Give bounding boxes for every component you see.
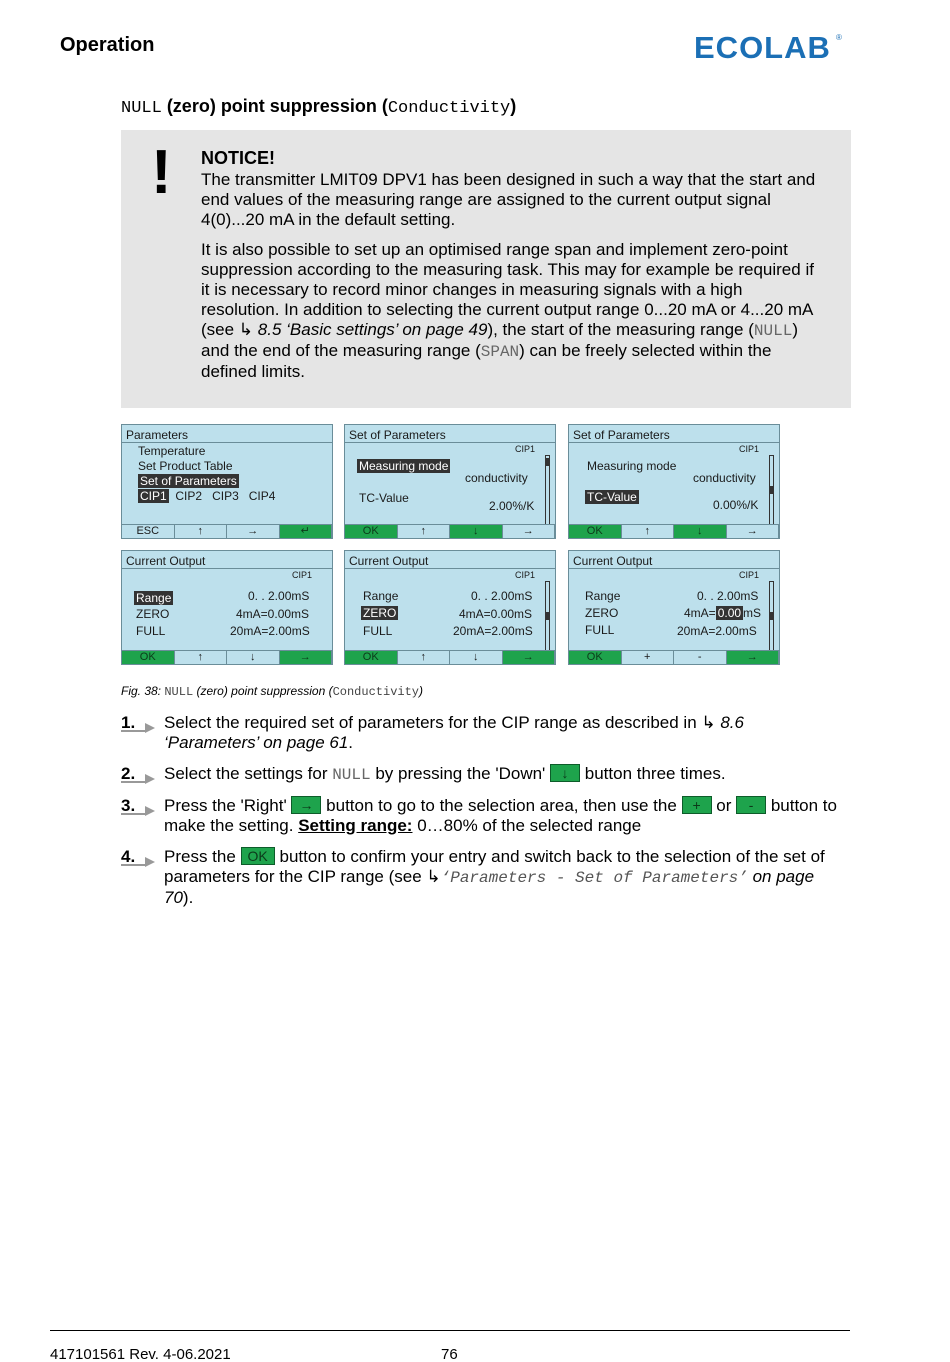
notice-title: NOTICE! [201, 148, 275, 168]
step-text: Press the 'Right' [164, 796, 292, 815]
step-number: 4. [121, 847, 136, 866]
notice-p2-text-c: ) and the end of the measuring range ( [201, 320, 798, 360]
footer-document-number: 417101561 Rev. 4-06.2021 [50, 1346, 231, 1362]
link-parameters[interactable]: 8.6 ‘Parameters’ on page 61 [164, 713, 744, 752]
lcd-screen-current-output-1 [121, 550, 333, 665]
lcd-scrollbar [769, 455, 774, 525]
lcd-range-value: 0. . 2.00mS [248, 589, 310, 603]
notice-body [201, 148, 821, 392]
lcd-zero-unit: mS [743, 606, 762, 620]
step-text: Select the settings for [164, 764, 333, 783]
lcd-cip1: CIP1 [140, 489, 167, 503]
softkey-right: → [227, 525, 280, 538]
lcd-range-value: 0. . 2.00mS [471, 589, 533, 603]
lcd-zero: ZERO [585, 606, 619, 620]
softkey-ok: OK [122, 651, 175, 664]
reference-arrow-icon: ↳ [426, 867, 441, 886]
link-page-70[interactable]: on page 70 [164, 867, 815, 907]
figure-end: ) [419, 684, 423, 698]
lcd-title: Parameters [126, 428, 189, 442]
step-text: Press the [164, 847, 241, 866]
reference-arrow-icon: ↳ [701, 713, 721, 732]
minus-button-icon: - [736, 796, 766, 814]
lcd-title: Current Output [126, 554, 206, 568]
step-text-c: or [711, 796, 737, 815]
lcd-scrollbar [545, 581, 550, 651]
step-text: Select the required set of parameters for the CIP range as described in [164, 713, 702, 732]
step-text-b: button to confirm your entry and switch back to the selection of the set of parameters for the CIP range (see [164, 847, 825, 886]
lcd-menu-set-product-table: Set Product Table [138, 459, 233, 473]
lcd-zero-edit-value: 0.00 [717, 606, 742, 620]
softkey-esc: ESC [122, 525, 175, 538]
lcd-full-value: 20mA=2.00mS [677, 624, 757, 638]
heading-null: NULL [121, 99, 162, 118]
step-text-end: . [348, 733, 354, 752]
logo-registered-mark: ® [836, 33, 842, 42]
down-button-icon: ↓ [550, 764, 580, 782]
notice-p2-text-b: ), the start of the measuring range ( [487, 320, 754, 339]
lcd-range-value: 0. . 2.00mS [697, 589, 759, 603]
lcd-title: Set of Parameters [573, 428, 670, 442]
softkey-up: ↑ [398, 525, 451, 538]
lcd-measuring-mode-value: conductivity [465, 471, 528, 485]
softkey-plus: + [622, 651, 675, 664]
lcd-zero-value: 4mA=0.00mS [236, 607, 310, 621]
setting-range-label: Setting range: [298, 816, 413, 835]
lcd-scrollbar [545, 455, 550, 525]
exclamation-icon: ! [151, 138, 172, 207]
reference-arrow-icon: ↳ [238, 320, 258, 339]
lcd-tc-value-value: 0.00%/K [713, 498, 759, 512]
step-arrow-icon [121, 770, 157, 784]
lcd-cip-label: CIP1 [738, 570, 759, 580]
softkey-up: ↑ [622, 525, 675, 538]
notice-paragraph-1: The transmitter LMIT09 DPV1 has been designed in such a way that the start and end values of the measuring range are assigned to the current output signal 4(0)...20 mA in the default setting. [201, 170, 816, 229]
lcd-cip2: CIP2 [175, 489, 203, 503]
figure-null: NULL [164, 685, 194, 699]
figure-text: (zero) point suppression ( [193, 684, 333, 698]
step-arrow-icon [121, 802, 157, 816]
lcd-full: FULL [363, 624, 393, 638]
page-heading [121, 96, 516, 118]
softkey-up: ↑ [175, 525, 228, 538]
softkey-right: → [503, 651, 556, 664]
softkey-down: ↓ [674, 525, 727, 538]
step-2 [121, 764, 841, 785]
figure-label: Fig. 38: [121, 684, 165, 698]
step-1 [121, 713, 841, 753]
lcd-cip-label: CIP1 [514, 444, 535, 454]
lcd-cip3: CIP3 [212, 489, 239, 503]
softkey-down: ↓ [450, 525, 503, 538]
softkey-ok: OK [569, 525, 622, 538]
lcd-cip-label: CIP1 [514, 570, 535, 580]
lcd-screen-parameters [121, 424, 333, 539]
lcd-full: FULL [136, 624, 166, 638]
notice-null-code: NULL [753, 322, 793, 340]
softkey-ok: OK [345, 651, 398, 664]
step-arrow-icon [121, 853, 157, 867]
lcd-screen-current-output-2 [344, 550, 556, 665]
section-title: Operation [60, 34, 155, 56]
softkey-down: ↓ [450, 651, 503, 664]
lcd-title: Current Output [573, 554, 653, 568]
lcd-title: Current Output [349, 554, 429, 568]
lcd-menu-temperature: Temperature [138, 444, 206, 458]
right-button-icon: → [291, 796, 321, 814]
figure-conductivity: Conductivity [332, 685, 419, 699]
lcd-zero-prefix: 4mA= [684, 606, 716, 620]
footer-page-number: 76 [441, 1346, 458, 1362]
softkey-ok: OK [569, 651, 622, 664]
lcd-scrollbar [769, 581, 774, 651]
lcd-cip-label: CIP1 [738, 444, 759, 454]
step-4 [121, 847, 841, 908]
notice-box [121, 130, 851, 408]
heading-text: (zero) point suppression ( [161, 96, 388, 116]
lcd-measuring-mode: Measuring mode [587, 459, 677, 473]
plus-button-icon: + [682, 796, 712, 814]
notice-p2-text-a: It is also possible to set up an optimised range span and implement zero-point suppression according to the measuring task. This may for example be required if it is necessary to record minor changes in measuring signals with a high resolution. In addition to selecting the current output range 0...20 mA or 4...20 mA (see [201, 240, 814, 339]
softkey-right: → [280, 651, 333, 664]
setting-range-value: 0…80% of the selected range [412, 816, 642, 835]
softkey-down: ↓ [227, 651, 280, 664]
ecolab-logo [694, 30, 844, 62]
softkey-enter: ↵ [280, 525, 333, 538]
lcd-screen-set-of-parameters-2 [568, 424, 780, 539]
lcd-measuring-mode: Measuring mode [359, 459, 449, 473]
lcd-full-value: 20mA=2.00mS [230, 624, 310, 638]
softkey-right: → [727, 525, 780, 538]
lcd-zero: ZERO [136, 607, 170, 621]
figure-caption [121, 684, 423, 699]
heading-end: ) [510, 96, 517, 116]
lcd-screen-set-of-parameters-1 [344, 424, 556, 539]
link-parameters-set-of-parameters[interactable]: ‘Parameters - Set of Parameters’ [440, 869, 748, 887]
lcd-measuring-mode-value: conductivity [693, 471, 756, 485]
softkey-up: ↑ [398, 651, 451, 664]
step-3 [121, 796, 841, 836]
lcd-range: Range [585, 589, 621, 603]
lcd-cip4: CIP4 [248, 489, 276, 503]
step-text-d: button to make the setting. [164, 796, 837, 835]
step-text-b: button to go to the selection area, then use the [321, 796, 682, 815]
step-text-c: button three times. [580, 764, 726, 783]
step-text-b: by pressing the 'Down' [370, 764, 551, 783]
lcd-screen-current-output-3 [568, 550, 780, 665]
softkey-right: → [503, 525, 556, 538]
lcd-full-value: 20mA=2.00mS [453, 624, 533, 638]
notice-paragraph-2 [201, 240, 821, 382]
step-null-code: NULL [332, 766, 371, 784]
heading-conductivity: Conductivity [387, 99, 511, 118]
lcd-range: Range [136, 591, 172, 605]
lcd-tc-value: TC-Value [587, 490, 637, 504]
step-number: 2. [121, 764, 136, 783]
lcd-zero: ZERO [363, 606, 397, 620]
step-number: 1. [121, 713, 136, 732]
notice-link-basic-settings[interactable]: 8.5 ‘Basic settings’ on page 49 [257, 320, 488, 339]
step-arrow-icon [121, 719, 157, 733]
lcd-tc-value-value: 2.00%/K [489, 499, 535, 513]
lcd-menu-set-of-parameters: Set of Parameters [140, 474, 237, 488]
step-text-c: ). [182, 888, 194, 907]
lcd-zero-value: 4mA=0.00mS [459, 607, 533, 621]
softkey-up: ↑ [175, 651, 228, 664]
ok-button-icon: OK [241, 847, 275, 865]
notice-span-code: SPAN [480, 343, 520, 361]
softkey-minus: - [674, 651, 727, 664]
lcd-cip-label: CIP1 [291, 570, 312, 580]
logo-text: ECOLAB [694, 30, 831, 62]
notice-p2-text-d: ) can be freely selected within the defined limits. [201, 341, 772, 381]
lcd-title: Set of Parameters [349, 428, 446, 442]
lcd-range: Range [363, 589, 399, 603]
footer-divider [50, 1330, 850, 1331]
softkey-right: → [727, 651, 780, 664]
step-number: 3. [121, 796, 136, 815]
softkey-ok: OK [345, 525, 398, 538]
lcd-full: FULL [585, 623, 615, 637]
lcd-tc-value: TC-Value [359, 491, 409, 505]
